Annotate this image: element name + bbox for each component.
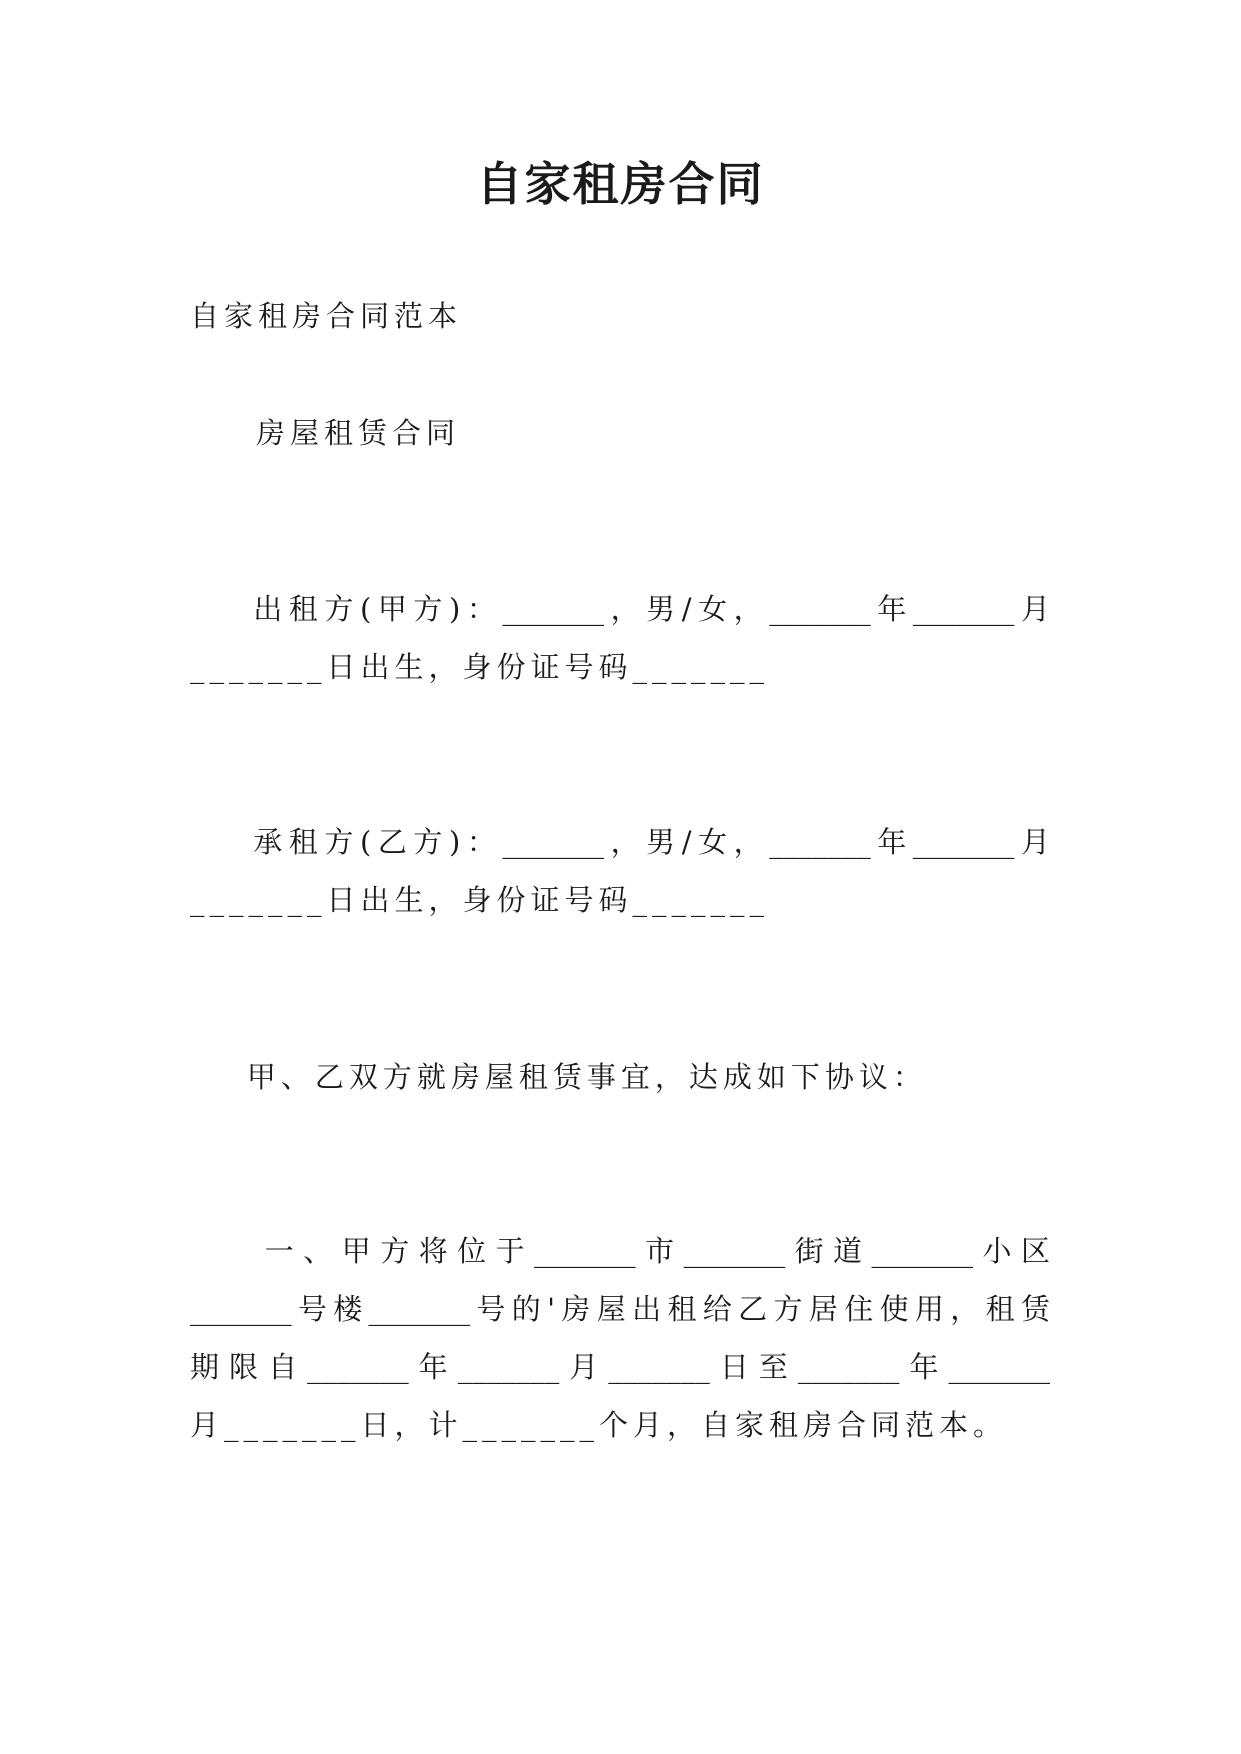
lessee-line-2: _______日出生，身份证号码_______ — [190, 883, 770, 917]
lessor-line-1: 出租方(甲方)：_______，男/女，_______年_______月 — [190, 592, 1050, 626]
contract-heading: 房屋租赁合同 — [256, 416, 461, 450]
document-subtitle: 自家租房合同范本 — [190, 299, 463, 333]
clause-1-line-3: 期限自_______年_______月_______日至_______年_______ — [190, 1350, 1050, 1384]
lessor-paragraph — [190, 580, 1050, 696]
agreement-line: 甲、乙双方就房屋租赁事宜，达成如下协议： — [190, 1060, 927, 1094]
clause-1-line-1: 一、甲方将位于_______市_______街道_______小区 — [190, 1234, 1050, 1268]
clause-1-line-2: _______号楼_______号的'房屋出租给乙方居住使用，租赁 — [190, 1292, 1050, 1326]
lessee-paragraph — [190, 813, 1050, 929]
document-title: 自家租房合同 — [476, 157, 765, 211]
lessee-line-1: 承租方(乙方)：_______，男/女，_______年_______月 — [190, 825, 1050, 859]
lessor-line-2: _______日出生，身份证号码_______ — [190, 650, 770, 684]
clause-1-paragraph — [190, 1222, 1050, 1454]
agreement-paragraph — [190, 1048, 1050, 1106]
clause-1-line-4: 月_______日，计_______个月，自家租房合同范本。 — [190, 1408, 1008, 1442]
